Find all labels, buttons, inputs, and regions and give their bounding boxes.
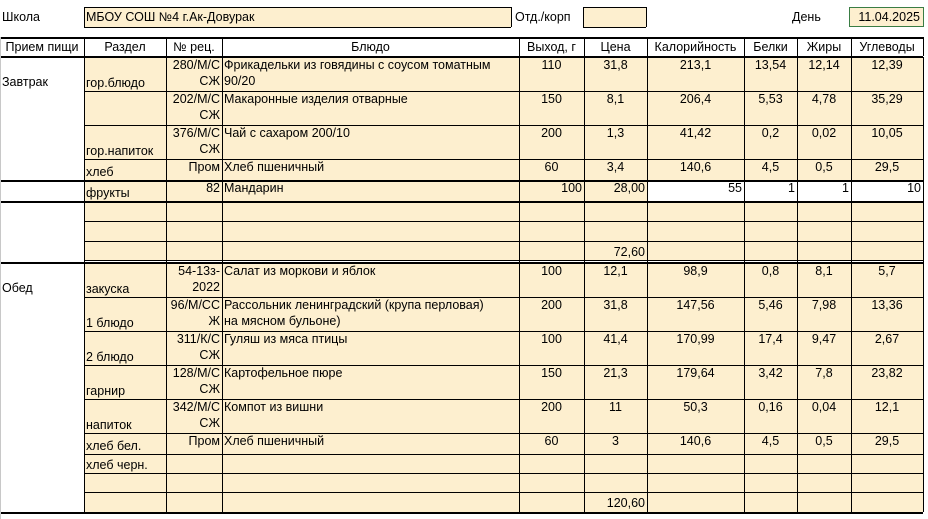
grid-line	[583, 7, 646, 8]
output-grams[interactable]: 100	[541, 264, 562, 278]
recipe-number[interactable]: 376/М/С СЖ	[172, 126, 220, 156]
fat[interactable]: 7,8	[815, 366, 833, 380]
fat[interactable]: 1	[842, 181, 849, 195]
column-header: Раздел	[104, 40, 146, 54]
school-name[interactable]: МБОУ СОШ №4 г.Ак-Довурак	[86, 10, 255, 24]
recipe-number[interactable]: 202/М/С СЖ	[172, 92, 220, 122]
dish-name[interactable]: Мандарин	[224, 181, 284, 195]
calories[interactable]: 98,9	[683, 264, 708, 278]
price[interactable]: 11	[609, 400, 622, 414]
output-grams[interactable]: 100	[561, 181, 582, 195]
output-grams[interactable]: 200	[541, 298, 562, 312]
protein[interactable]: 4,5	[761, 160, 780, 174]
price[interactable]: 21,3	[603, 366, 628, 380]
section-cell[interactable]: хлеб черн.	[86, 458, 148, 472]
dish-name[interactable]: Салат из моркови и яблок	[224, 264, 376, 278]
calories[interactable]: 179,64	[676, 366, 715, 380]
protein[interactable]: 0,2	[761, 126, 780, 140]
column-header: Цена	[600, 40, 631, 54]
fat[interactable]: 12,14	[808, 58, 840, 72]
recipe-number[interactable]: 82	[206, 181, 220, 195]
output-grams[interactable]: 100	[541, 332, 562, 346]
section-cell[interactable]: закуска	[86, 282, 130, 296]
grid-line	[84, 57, 85, 512]
grid-line	[0, 37, 1, 519]
price[interactable]: 3,4	[606, 160, 625, 174]
dept-value[interactable]	[583, 9, 646, 25]
carbs[interactable]: 13,36	[871, 298, 903, 312]
carbs[interactable]: 2,67	[874, 332, 900, 346]
calories[interactable]: 50,3	[683, 400, 708, 414]
calories[interactable]: 170,99	[676, 332, 715, 346]
meal-name-breakfast: Завтрак	[2, 75, 48, 89]
section-cell[interactable]: 2 блюдо	[86, 350, 134, 364]
day-value[interactable]: 11.04.2025	[849, 7, 924, 27]
calories[interactable]: 41,42	[679, 126, 712, 140]
dish-name[interactable]: Картофельное пюре	[224, 366, 343, 380]
fat[interactable]: 0,5	[815, 160, 833, 174]
protein[interactable]: 17,4	[758, 332, 783, 346]
dish-name[interactable]: Рассольник ленинградский (крупа перловая) на мясном бульоне)	[224, 298, 484, 328]
column-header: Жиры	[806, 40, 842, 54]
grid-line	[0, 262, 923, 264]
protein[interactable]: 0,16	[758, 400, 783, 414]
carbs[interactable]: 5,7	[878, 264, 896, 278]
carbs[interactable]: 12,1	[874, 400, 900, 414]
fat[interactable]: 9,47	[811, 332, 837, 346]
grid-line	[647, 57, 648, 512]
calories[interactable]	[647, 454, 744, 473]
carbs[interactable]	[851, 454, 923, 473]
calories[interactable]: 206,4	[679, 92, 712, 106]
grid-line	[923, 57, 924, 512]
grid-line	[744, 57, 745, 512]
output-grams[interactable]: 110	[541, 58, 562, 72]
price[interactable]: 31,8	[603, 298, 628, 312]
recipe-number[interactable]	[166, 454, 222, 473]
recipe-number[interactable]: Пром	[188, 160, 220, 174]
grid-line	[583, 27, 646, 28]
grid-line	[0, 180, 923, 182]
protein[interactable]: 4,5	[761, 434, 780, 448]
fat[interactable]: 0,04	[811, 400, 837, 414]
carbs[interactable]: 29,5	[874, 160, 900, 174]
column-header: Блюдо	[351, 40, 390, 54]
grid-line	[923, 37, 924, 56]
grid-line	[584, 57, 585, 512]
carbs[interactable]: 10,05	[871, 126, 903, 140]
section-cell[interactable]: хлеб бел.	[86, 439, 142, 453]
price[interactable]: 8,1	[606, 92, 625, 106]
dish-name[interactable]: Макаронные изделия отварные	[224, 92, 408, 106]
grid-line	[84, 7, 511, 8]
recipe-number[interactable]: 342/М/С СЖ	[172, 400, 220, 430]
output-grams[interactable]: 60	[544, 434, 559, 448]
section-cell[interactable]: хлеб	[86, 165, 114, 179]
fat[interactable]	[797, 454, 851, 473]
column-header: Калорийность	[654, 40, 737, 54]
column-header: Белки	[753, 40, 788, 54]
protein[interactable]: 5,46	[758, 298, 783, 312]
grid-line	[851, 57, 852, 512]
output-grams[interactable]: 200	[541, 126, 562, 140]
fat[interactable]: 4,78	[811, 92, 837, 106]
dept-label: Отд./корп	[515, 10, 571, 24]
output-grams[interactable]: 150	[541, 366, 562, 380]
fat[interactable]: 0,02	[811, 126, 837, 140]
protein[interactable]: 13,54	[754, 58, 787, 72]
lunch-total-price: 120,60	[606, 496, 645, 510]
carbs[interactable]: 23,82	[871, 366, 903, 380]
grid-line	[519, 57, 520, 512]
carbs[interactable]: 12,39	[871, 58, 903, 72]
grid-line	[0, 201, 923, 203]
protein[interactable]: 3,42	[758, 366, 783, 380]
section-cell[interactable]: 1 блюдо	[86, 316, 134, 330]
protein[interactable]: 1	[788, 181, 795, 195]
dish-name[interactable]: Компот из вишни	[224, 400, 324, 414]
column-header: Прием пищи	[5, 40, 79, 54]
dish-name[interactable]	[222, 454, 519, 473]
section-cell[interactable]: гор.напиток	[86, 144, 154, 158]
fat[interactable]: 0,5	[815, 434, 833, 448]
price[interactable]: 1,3	[606, 126, 625, 140]
grid-line	[646, 7, 647, 27]
fat[interactable]: 7,98	[811, 298, 837, 312]
column-header: № рец.	[173, 40, 215, 54]
output-grams[interactable]: 200	[541, 400, 562, 414]
price[interactable]: 28,00	[613, 181, 645, 195]
section-cell[interactable]: гарнир	[86, 384, 126, 398]
calories[interactable]: 147,56	[676, 298, 715, 312]
carbs[interactable]: 35,29	[871, 92, 903, 106]
protein[interactable]: 0,8	[761, 264, 780, 278]
meal-name-lunch: Обед	[2, 281, 33, 295]
price[interactable]: 41,4	[603, 332, 628, 346]
section-cell[interactable]	[84, 91, 166, 125]
grid-line	[222, 57, 223, 512]
school-label: Школа	[2, 10, 40, 24]
recipe-number[interactable]: Пром	[188, 434, 220, 448]
column-header: Углеводы	[859, 40, 915, 54]
recipe-number[interactable]: 96/М/СС Ж	[170, 298, 220, 328]
price[interactable]: 31,8	[603, 58, 628, 72]
day-label: День	[792, 10, 821, 24]
section-cell[interactable]: гор.блюдо	[86, 76, 145, 90]
recipe-number[interactable]: 311/К/С СЖ	[176, 332, 220, 362]
calories[interactable]: 213,1	[679, 58, 712, 72]
grid-line	[0, 512, 923, 514]
recipe-number[interactable]: 54-13з- 2022	[178, 264, 220, 294]
output-grams[interactable]: 150	[541, 92, 562, 106]
section-cell[interactable]: фрукты	[86, 186, 130, 200]
grid-line	[511, 7, 512, 27]
output-grams[interactable]	[519, 454, 584, 473]
recipe-number[interactable]: 128/М/С СЖ	[172, 366, 220, 396]
dish-name[interactable]: Хлеб пшеничный	[224, 434, 325, 448]
carbs[interactable]: 10	[907, 181, 921, 195]
recipe-number[interactable]: 280/М/С СЖ	[172, 58, 220, 88]
dish-name[interactable]: Хлеб пшеничный	[224, 160, 325, 174]
grid-line	[84, 27, 511, 28]
protein[interactable]: 5,53	[758, 92, 783, 106]
price[interactable]: 12,1	[603, 264, 628, 278]
price[interactable]	[584, 454, 647, 473]
dish-name[interactable]: Гуляш из мяса птицы	[224, 332, 348, 346]
calories[interactable]: 140,6	[679, 434, 712, 448]
grid-line	[166, 57, 167, 512]
price[interactable]: 3	[612, 434, 619, 448]
section-cell[interactable]: напиток	[86, 418, 132, 432]
dish-name[interactable]: Фрикадельки из говядины с соусом томатным 90/20	[224, 58, 491, 88]
grid-line	[797, 57, 798, 512]
carbs[interactable]: 29,5	[874, 434, 900, 448]
breakfast-total-price: 72,60	[613, 245, 645, 259]
protein[interactable]	[744, 454, 797, 473]
dish-name[interactable]: Чай с сахаром 200/10	[224, 126, 350, 140]
fat[interactable]: 8,1	[815, 264, 833, 278]
calories[interactable]: 55	[728, 181, 742, 195]
column-header: Выход, г	[527, 40, 576, 54]
output-grams[interactable]: 60	[544, 160, 559, 174]
calories[interactable]: 140,6	[679, 160, 712, 174]
